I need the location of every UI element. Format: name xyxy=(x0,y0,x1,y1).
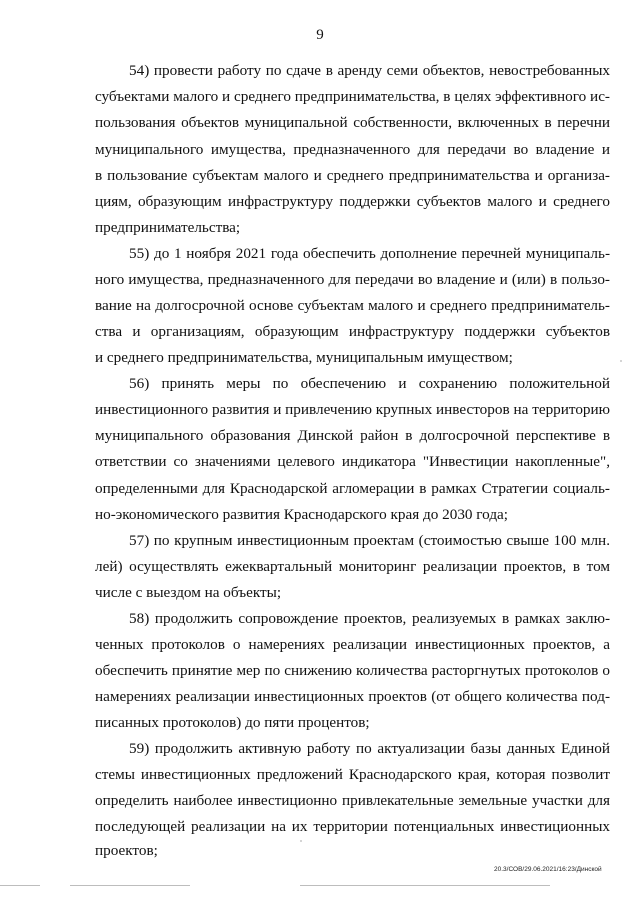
text-line: 54) провести работу по сдаче в аренду семи объектов, невостребованных xyxy=(129,62,610,79)
scan-edge-rule xyxy=(0,885,40,886)
scan-edge-rule xyxy=(70,885,190,886)
text-line: 55) до 1 ноября 2021 года обеспечить дополнение перечней муниципаль- xyxy=(129,245,610,262)
text-line: обеспечить принятие мер по снижению количества расторгнутых протоколов о xyxy=(95,662,610,679)
scan-speck xyxy=(300,840,302,842)
text-line: инвестиционного развития и привлечению крупных инвесторов на территорию xyxy=(95,401,610,418)
text-line: ного имущества, предназначенного для передачи во владение и (или) в пользо- xyxy=(95,271,610,288)
text-line: проектов; xyxy=(95,842,158,859)
text-line: ченных протоколов о намерениях реализации инвестиционных проектов, а xyxy=(95,636,610,653)
text-line: лей) осуществлять ежеквартальный мониторинг реализации проектов, в том xyxy=(95,558,610,575)
text-line: 57) по крупным инвестиционным проектам (стоимостью свыше 100 млн. xyxy=(129,532,610,549)
text-line: субъектами малого и среднего предпринимательства, в целях эффективного ис- xyxy=(95,88,610,105)
text-line: писанных протоколов) до пяти процентов; xyxy=(95,714,370,731)
document-registration-code: 20.3/СОВ/29.06.2021/16:23/Динской xyxy=(494,866,602,873)
text-line: последующей реализации на их территории потенциальных инвестиционных xyxy=(95,818,610,835)
text-line: предпринимательства; xyxy=(95,219,241,236)
text-line: стемы инвестиционных предложений Краснодарского края, которая позволит xyxy=(95,766,610,783)
text-line: числе с выездом на объекты; xyxy=(95,584,282,601)
text-line: ства и организациям, образующим инфраструктуру поддержки субъектов xyxy=(95,323,610,340)
text-line: пользования объектов муниципальной собственности, включенных в перечни xyxy=(95,114,610,131)
text-line: вание на долгосрочной основе субъектам малого и среднего предприниматель- xyxy=(95,297,610,314)
text-line: но-экономического развития Краснодарского края до 2030 года; xyxy=(95,506,509,523)
text-line: циям, образующим инфраструктуру поддержки субъектов малого и среднего xyxy=(95,193,610,210)
text-line: муниципального имущества, предназначенного для передачи во владение и xyxy=(95,141,610,158)
text-line: 58) продолжить сопровождение проектов, реализуемых в рамках заклю- xyxy=(129,610,610,627)
text-line: определенными для Краснодарской агломерации в рамках Стратегии социаль- xyxy=(95,480,610,497)
text-line: 59) продолжить активную работу по актуализации базы данных Единой xyxy=(129,740,610,757)
text-line: определить наиболее инвестиционно привлекательные земельные участки для xyxy=(95,792,610,809)
text-line: в пользование субъектам малого и среднего предпринимательства и организа- xyxy=(95,167,610,184)
text-line: и среднего предпринимательства, муниципальным имуществом; xyxy=(95,349,513,366)
page-number: 9 xyxy=(316,27,324,43)
scan-edge-rule xyxy=(300,885,550,886)
text-line: 56) принять меры по обеспечению и сохранению положительной xyxy=(129,375,610,392)
scan-speck xyxy=(620,360,622,362)
text-line: намерениях реализации инвестиционных проектов (от общего количества под- xyxy=(95,688,610,705)
text-line: ответствии со значениями целевого индикатора "Инвестиции накопленные", xyxy=(95,453,610,470)
text-line: муниципального образования Динской район в долгосрочной перспективе в xyxy=(95,427,610,444)
